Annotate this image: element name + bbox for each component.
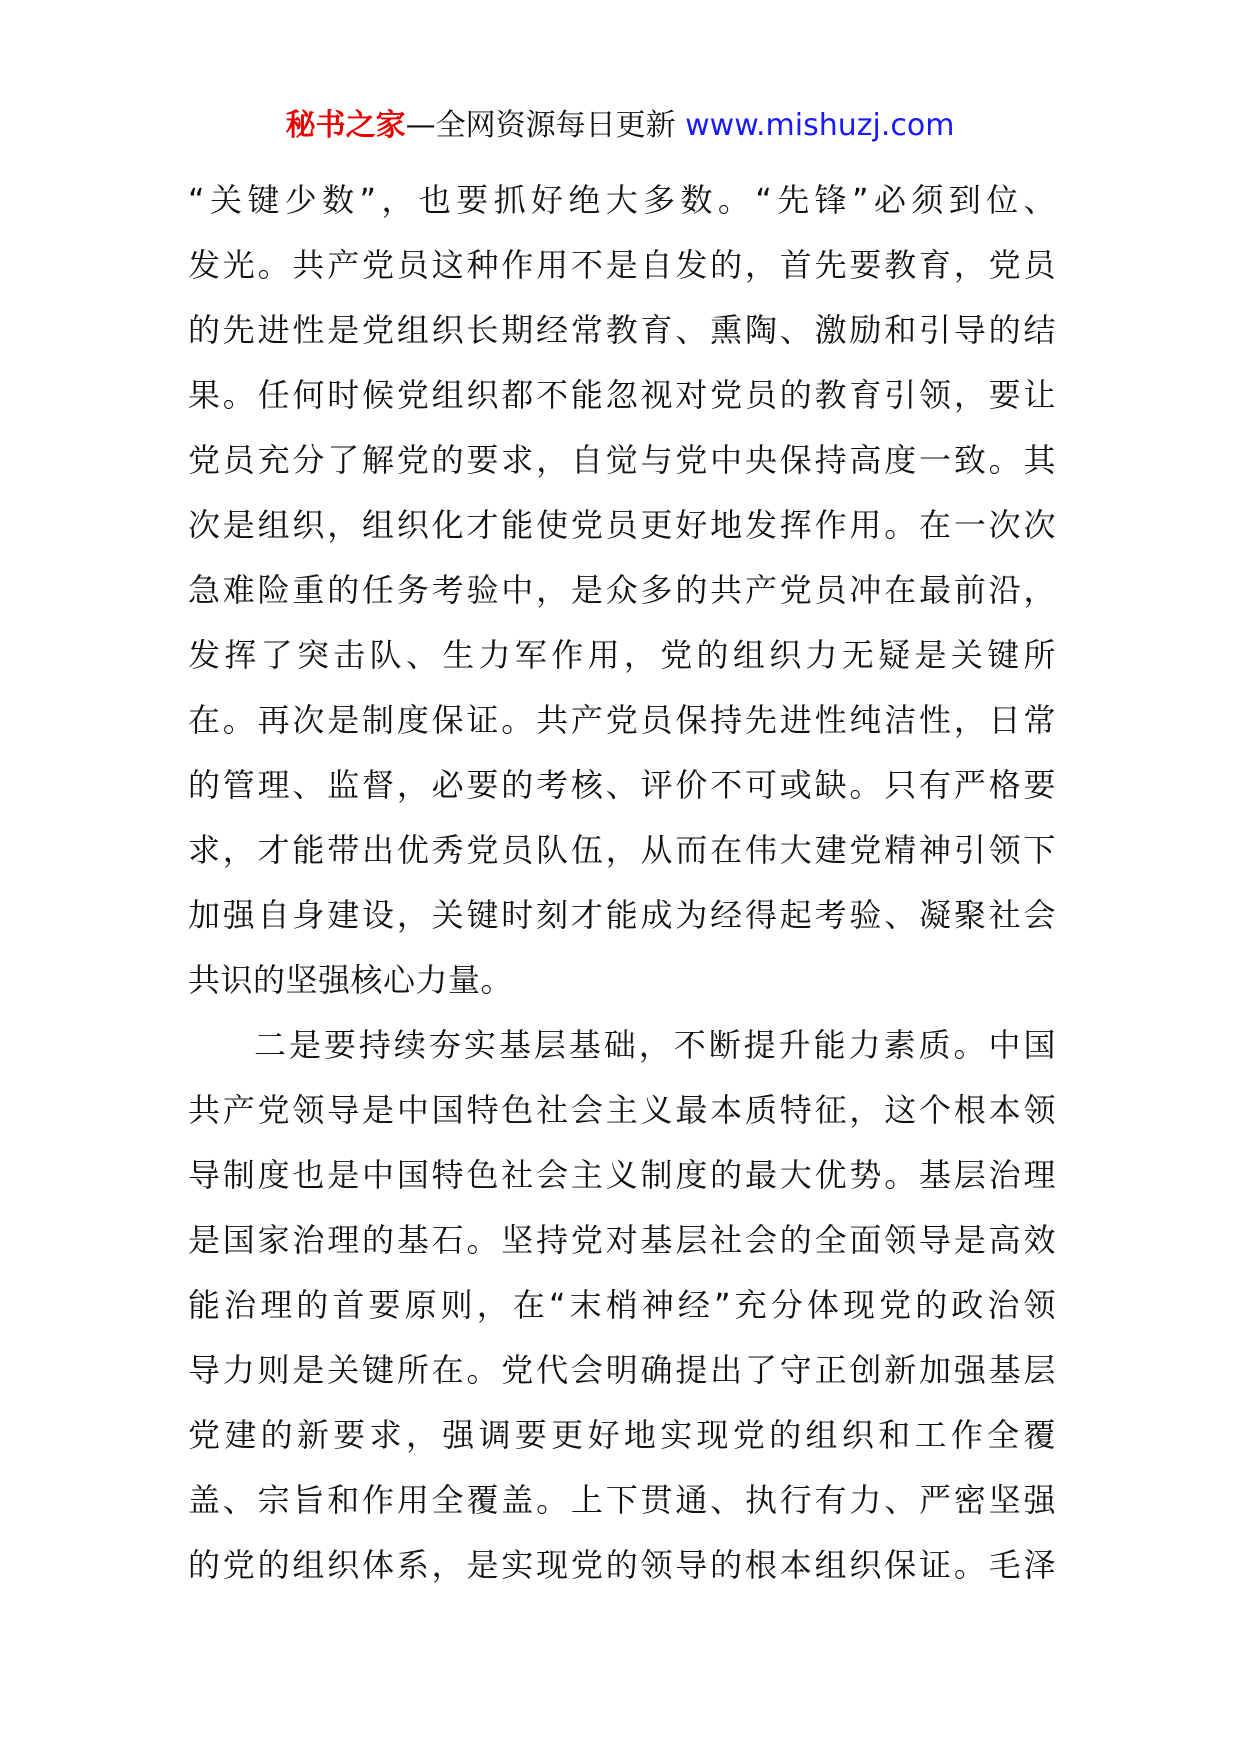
text-line: 是国家治理的基石。坚持党对基层社会的全面领导是高效: [188, 1221, 1056, 1259]
text-line: 求，才能带出优秀党员队伍，从而在伟大建党精神引领下: [188, 831, 1056, 869]
text-line: 在。再次是制度保证。共产党员保持先进性纯洁性，日常: [188, 701, 1056, 739]
text-line: 二是要持续夯实基层基础，不断提升能力素质。中国: [254, 1026, 1056, 1064]
text-line: 加强自身建设，关键时刻才能成为经得起考验、凝聚社会: [188, 896, 1056, 934]
text-line: 果。任何时候党组织都不能忽视对党员的教育引领，要让: [188, 376, 1056, 414]
header-url-link[interactable]: www.mishuzj.com: [685, 108, 955, 143]
text-line: 盖、宗旨和作用全覆盖。上下贯通、执行有力、严密坚强: [188, 1481, 1056, 1519]
header-tagline: —全网资源每日更新: [405, 108, 686, 143]
text-line: 发挥了突击队、生力军作用，党的组织力无疑是关键所: [188, 636, 1056, 674]
text-line: “关键少数”，也要抓好绝大多数。“先锋”必须到位、: [188, 181, 1056, 219]
text-line: 共识的坚强核心力量。: [188, 961, 514, 999]
text-line: 党建的新要求，强调要更好地实现党的组织和工作全覆: [188, 1416, 1056, 1454]
text-line: 的党的组织体系，是实现党的领导的根本组织保证。毛泽: [188, 1546, 1056, 1584]
text-line: 的先进性是党组织长期经常教育、熏陶、激励和引导的结: [188, 311, 1056, 349]
text-line: 党员充分了解党的要求，自觉与党中央保持高度一致。其: [188, 441, 1056, 479]
text-line: 共产党领导是中国特色社会主义最本质特征，这个根本领: [188, 1091, 1056, 1129]
document-body: [188, 168, 1056, 1598]
paragraph-1: [188, 168, 1056, 1013]
text-line: 发光。共产党员这种作用不是自发的，首先要教育，党员: [188, 246, 1056, 284]
header-brand: 秘书之家: [285, 108, 406, 143]
text-line: 急难险重的任务考验中，是众多的共产党员冲在最前沿，: [188, 571, 1056, 609]
paragraph-2: [188, 1013, 1056, 1598]
text-line: 的管理、监督，必要的考核、评价不可或缺。只有严格要: [188, 766, 1056, 804]
text-line: 导力则是关键所在。党代会明确提出了守正创新加强基层: [188, 1351, 1056, 1389]
page-header: [0, 104, 1240, 148]
text-line: 能治理的首要原则，在“末梢神经”充分体现党的政治领: [188, 1286, 1056, 1324]
text-line: 次是组织，组织化才能使党员更好地发挥作用。在一次次: [188, 506, 1056, 544]
text-line: 导制度也是中国特色社会主义制度的最大优势。基层治理: [188, 1156, 1056, 1194]
